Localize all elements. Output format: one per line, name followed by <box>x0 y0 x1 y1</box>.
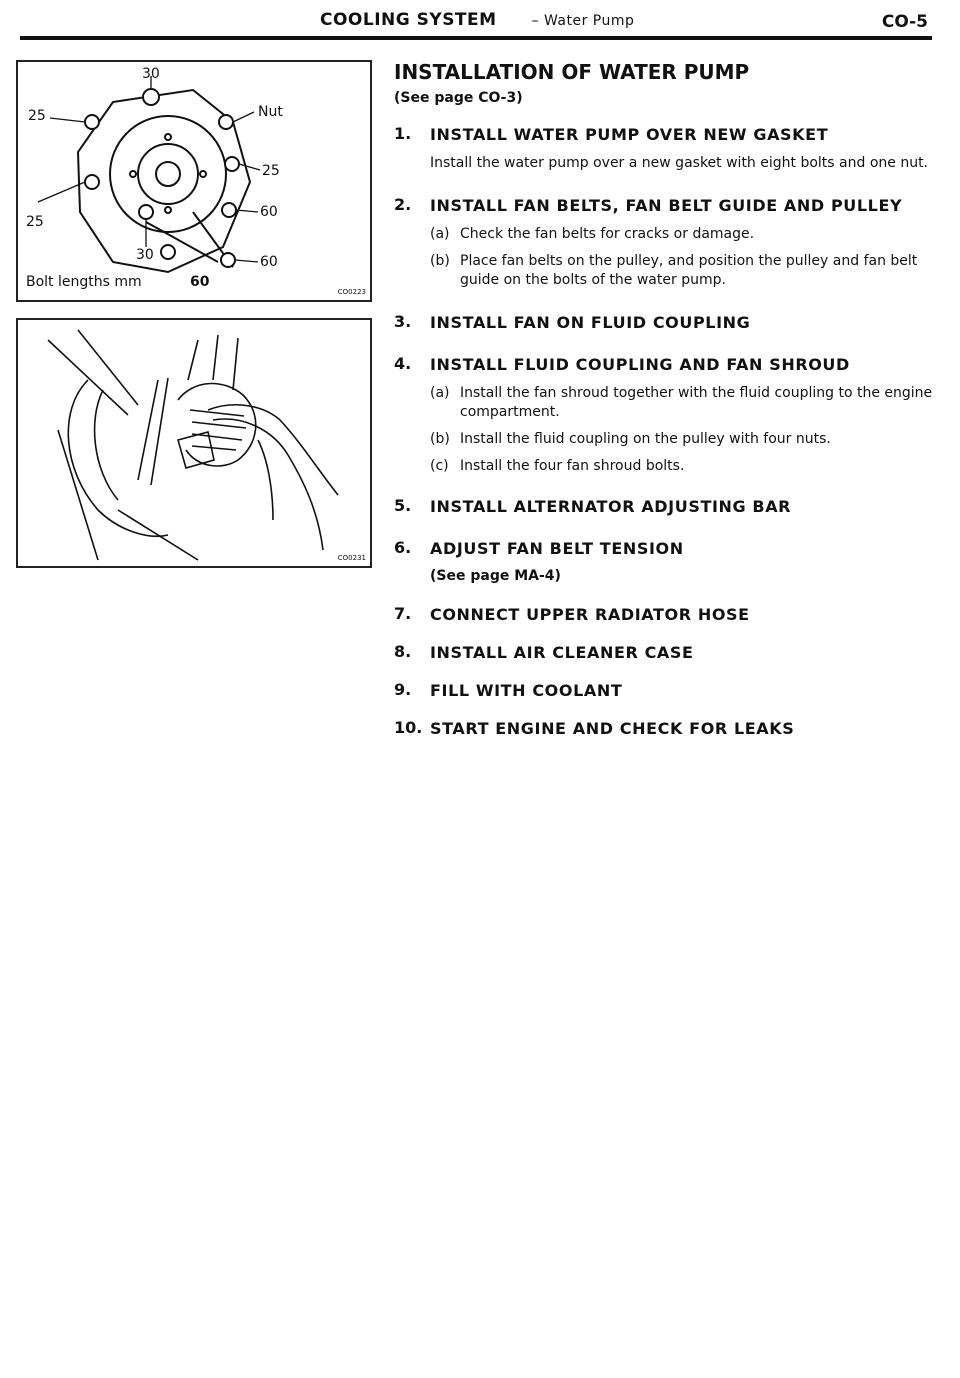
step-8: 8. INSTALL AIR CLEANER CASE <box>394 642 694 662</box>
bottom-bolt-label-60: 60 <box>190 274 210 290</box>
substep-2b: (b) Place fan belts on the pulley, and position the pulley and fan belt guide on the bolts of the water pump. <box>430 253 918 288</box>
step-1: 1. INSTALL WATER PUMP OVER NEW GASKET Install the water pump over a new gasket with eight bolts and one nut. <box>394 124 929 171</box>
step-9: 9. FILL WITH COOLANT <box>394 680 623 700</box>
step-3: 3. INSTALL FAN ON FLUID COUPLING <box>394 312 751 332</box>
figure-code: CO0223 <box>337 288 366 296</box>
installation-illustration <box>16 318 372 568</box>
top-bolt-label: 30 <box>142 66 160 82</box>
step-2: 2. INSTALL FAN BELTS, FAN BELT GUIDE AND PULLEY (a) Check the fan belts for cracks or damage. (b) Place fan belts on the pulley, and position the pulley and fan belt guide on the bolts of the water pump. <box>394 195 938 290</box>
left-bolt-label: 25 <box>28 108 46 124</box>
page-header <box>20 6 932 36</box>
step-10: 10. START ENGINE AND CHECK FOR LEAKS <box>394 718 795 738</box>
step-6: 6. ADJUST FAN BELT TENSION (See page MA-4) <box>394 538 684 584</box>
substep-4c: (c) Install the four fan shroud bolts. <box>430 458 685 474</box>
right-bolt-label-60a: 60 <box>260 204 278 220</box>
substep-2a: (a) Check the fan belts for cracks or damage. <box>430 226 755 242</box>
section-reference: (See page CO-3) <box>394 90 523 106</box>
bolt-lengths-caption: Bolt lengths mm <box>26 274 142 290</box>
lower-left-bolt-label: 25 <box>26 214 44 230</box>
substep-4b: (b) Install the fluid coupling on the pulley with four nuts. <box>430 431 831 447</box>
instructions <box>394 60 938 754</box>
water-pump-diagram-drawing <box>18 62 370 300</box>
substep-4a: (a) Install the fan shroud together with the fluid coupling to the engine compartment. <box>430 385 933 420</box>
step-4: 4. INSTALL FLUID COUPLING AND FAN SHROUD (a) Install the fan shroud together with the fluid coupling to the engine compartment. (b) Install the fluid coupling on the pulley with four nuts. (c) Install the four fan shroud bolts. <box>394 354 938 476</box>
nut-label: Nut <box>258 104 283 120</box>
figure-code: CO0231 <box>337 554 366 562</box>
bottom-bolt-label-30: 30 <box>136 247 154 263</box>
step-7: 7. CONNECT UPPER RADIATOR HOSE <box>394 604 750 624</box>
bolt-length-diagram <box>16 60 372 302</box>
hands-installing-pump-drawing <box>18 320 370 566</box>
right-bolt-label-60b: 60 <box>260 254 278 270</box>
page-number: CO-5 <box>881 12 928 32</box>
step-5: 5. INSTALL ALTERNATOR ADJUSTING BAR <box>394 496 792 516</box>
right-bolt-label-25: 25 <box>262 163 280 179</box>
header-title: COOLING SYSTEM – Water Pump <box>320 10 635 30</box>
header-rule <box>20 36 932 40</box>
section-title: INSTALLATION OF WATER PUMP <box>394 60 750 84</box>
